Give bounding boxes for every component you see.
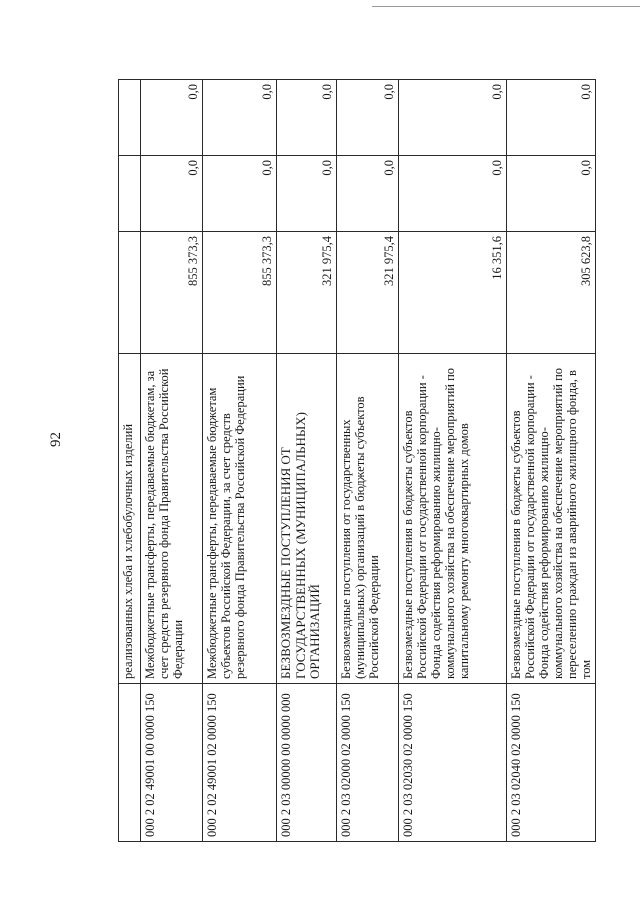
description-cell: Безвозмездные поступления в бюджеты субъектов Российской Федерации от государственной корпорации - Фонда содействия реформированию жилищно-коммунального хозяйства на обеспечение мероприятий по капитальному ремонту многоквартирных домов [399, 354, 507, 684]
amount-cell-3: 0,0 [277, 80, 337, 156]
code-cell: 000 2 03 02030 02 0000 150 [399, 684, 507, 842]
amount-cell-2: 0,0 [507, 156, 596, 232]
amount-cell: 16 351,6 [399, 232, 507, 354]
table-row [203, 80, 277, 842]
amount-cell-3 [119, 80, 141, 156]
amount-cell-2: 0,0 [141, 156, 203, 232]
description-cell: реализованных хлеба и хлебобулочных изделий [119, 354, 141, 684]
amount-cell: 855 373,3 [203, 232, 277, 354]
amount-cell-2: 0,0 [203, 156, 277, 232]
table-row [507, 80, 596, 842]
top-rule [372, 6, 640, 7]
description-cell: БЕЗВОЗМЕЗДНЫЕ ПОСТУПЛЕНИЯ ОТ ГОСУДАРСТВЕННЫХ (МУНИЦИПАЛЬНЫХ) ОРГАНИЗАЦИЙ [277, 354, 337, 684]
code-cell [119, 684, 141, 842]
amount-cell: 321 975,4 [277, 232, 337, 354]
description-cell: Межбюджетные трансферты, передаваемые бюджетам, за счет средств резервного фонда Правительства Российской Федерации [141, 354, 203, 684]
code-cell: 000 2 03 02000 02 0000 150 [337, 684, 399, 842]
page-number: 92 [48, 432, 64, 447]
table-row [399, 80, 507, 842]
description-cell: Безвозмездные поступления от государственных (муниципальных) организаций в бюджеты субъектов Российской Федерации [337, 354, 399, 684]
code-cell: 000 2 03 02040 02 0000 150 [507, 684, 596, 842]
amount-cell-2: 0,0 [399, 156, 507, 232]
amount-cell [119, 232, 141, 354]
description-cell: Безвозмездные поступления в бюджеты субъектов Российской Федерации от государственной корпорации - Фонда содействия реформированию жилищно-коммунального хозяйства на обеспечение мероприятий по переселению граждан из аварийного жилищного фонда, в том [507, 354, 596, 684]
table-row [119, 80, 141, 842]
amount-cell-3: 0,0 [399, 80, 507, 156]
amount-cell-3: 0,0 [141, 80, 203, 156]
description-cell: Межбюджетные трансферты, передаваемые бюджетам субъектов Российской Федерации, за счет средств резервного фонда Правительства Российской Федерации [203, 354, 277, 684]
table-row [337, 80, 399, 842]
rotated-table-container [118, 80, 593, 842]
amount-cell-3: 0,0 [337, 80, 399, 156]
code-cell: 000 2 03 00000 00 0000 000 [277, 684, 337, 842]
amount-cell-2: 0,0 [277, 156, 337, 232]
amount-cell-3: 0,0 [203, 80, 277, 156]
table-row [141, 80, 203, 842]
code-cell: 000 2 02 49001 00 0000 150 [141, 684, 203, 842]
amount-cell-2: 0,0 [337, 156, 399, 232]
budget-table-body [119, 80, 596, 842]
amount-cell: 321 975,4 [337, 232, 399, 354]
code-cell: 000 2 02 49001 02 0000 150 [203, 684, 277, 842]
amount-cell: 855 373,3 [141, 232, 203, 354]
amount-cell-3: 0,0 [507, 80, 596, 156]
amount-cell-2 [119, 156, 141, 232]
table-row [277, 80, 337, 842]
amount-cell: 305 623,8 [507, 232, 596, 354]
budget-table [118, 79, 596, 842]
